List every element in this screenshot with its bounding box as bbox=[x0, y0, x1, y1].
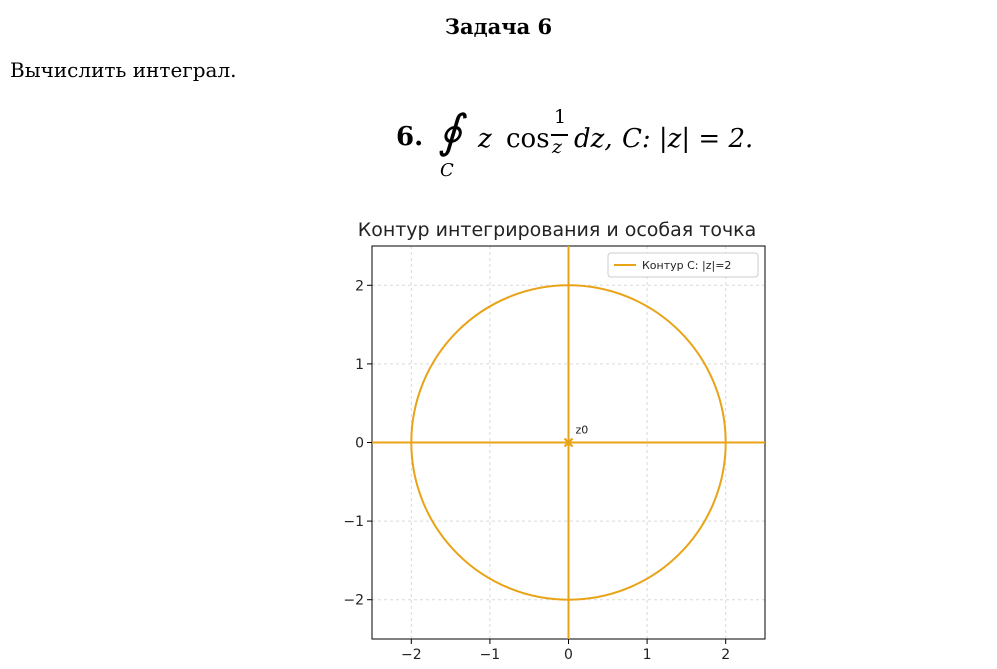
fraction-denominator: z bbox=[552, 136, 563, 158]
x-tick-label: 0 bbox=[564, 647, 573, 663]
task-heading: Задача 6 bbox=[444, 14, 553, 39]
contour-label: C bbox=[440, 160, 454, 181]
task-prompt: Вычислить интеграл. bbox=[10, 58, 237, 82]
formula-number: 6. bbox=[396, 122, 424, 152]
contour-condition: C: |z| = 2. bbox=[622, 124, 754, 154]
y-tick-label: 2 bbox=[355, 278, 364, 295]
chart-legend bbox=[608, 253, 758, 277]
chart-title: Контур интегрирования и особая точка bbox=[357, 219, 757, 241]
integral-formula bbox=[396, 100, 816, 190]
y-tick-label: 0 bbox=[355, 435, 364, 452]
x-tick-label: 2 bbox=[721, 647, 731, 663]
singular-point-label: z0 bbox=[575, 423, 589, 437]
x-tick-label: −1 bbox=[479, 647, 501, 663]
fraction-numerator: 1 bbox=[554, 106, 567, 128]
y-tick-label: −2 bbox=[343, 592, 364, 609]
y-tick-label: −1 bbox=[343, 514, 364, 531]
contour-integral-sign: ∮ bbox=[438, 104, 462, 158]
contour-chart bbox=[330, 210, 800, 669]
chart-data-layer bbox=[372, 246, 765, 639]
x-tick-label: 1 bbox=[642, 647, 652, 663]
differential: dz, bbox=[574, 124, 613, 154]
integrand-variable: z bbox=[478, 124, 492, 154]
chart-ticks bbox=[343, 278, 730, 663]
chart-svg bbox=[330, 210, 800, 669]
y-tick-label: 1 bbox=[355, 356, 364, 373]
x-tick-label: −2 bbox=[400, 647, 422, 663]
legend-label: Контур C: |z|=2 bbox=[642, 259, 732, 272]
cosine-function: cos bbox=[506, 124, 550, 154]
